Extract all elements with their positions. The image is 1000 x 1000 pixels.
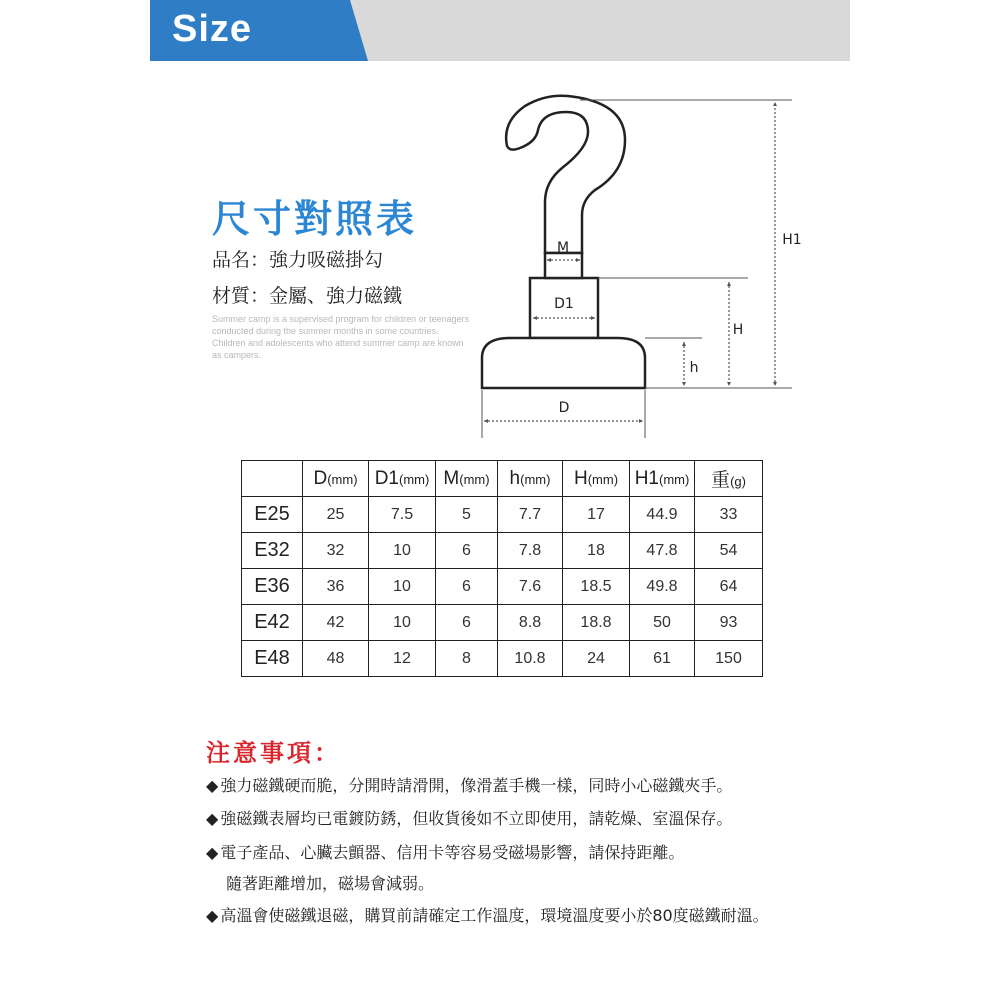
table-cell: 61 <box>630 641 695 677</box>
diamond-bullet-icon: ◆ <box>206 843 219 862</box>
diamond-bullet-icon: ◆ <box>206 906 219 925</box>
table-cell: 7.8 <box>498 533 563 569</box>
header-cell-m: M(mm) <box>436 461 498 497</box>
table-row <box>242 533 763 569</box>
table-cell: 64 <box>695 569 763 605</box>
table-row <box>242 605 763 641</box>
product-material: 材質：金屬、強力磁鐵 <box>212 285 403 307</box>
notice-title: 注意事項： <box>206 739 341 767</box>
table-cell: 10 <box>369 605 436 641</box>
header-cell-d: D(mm) <box>303 461 369 497</box>
header-cell <box>242 461 303 497</box>
table-row <box>242 497 763 533</box>
model-cell: E25 <box>242 497 303 533</box>
H-arrow <box>727 282 731 286</box>
table-cell: 7.7 <box>498 497 563 533</box>
filler-paragraph: Summer camp is a supervised program for children or teenagers conducted during the summer months in some countries. <box>212 314 470 336</box>
notice-text: 強磁鐵表層均已電鍍防銹，但收貨後如不立即使用，請乾燥、室溫保存。 <box>220 809 733 828</box>
table-cell: 10 <box>369 533 436 569</box>
header-title: Size <box>172 8 253 50</box>
H-label: H <box>732 322 744 338</box>
notice-text: 強力磁鐵硬而脆，分開時請滑開，像滑蓋手機一樣，同時小心磁鐵夾手。 <box>220 776 733 795</box>
table-cell: 44.9 <box>630 497 695 533</box>
table-cell: 36 <box>303 569 369 605</box>
h1-arrow <box>773 102 777 106</box>
table-cell: 5 <box>436 497 498 533</box>
table-cell: 48 <box>303 641 369 677</box>
table-cell: 24 <box>563 641 630 677</box>
notice-item <box>206 806 732 829</box>
header-cell-d1: D1(mm) <box>369 461 436 497</box>
table-cell: 18 <box>563 533 630 569</box>
d-arrow <box>639 419 643 423</box>
table-cell: 6 <box>436 533 498 569</box>
table-cell: 42 <box>303 605 369 641</box>
model-cell: E48 <box>242 641 303 677</box>
product-name: 品名：強力吸磁掛勾 <box>212 249 384 271</box>
table-cell: 6 <box>436 605 498 641</box>
notice-text: 電子產品、心臟去顫器、信用卡等容易受磁場影響，請保持距離。 <box>220 843 685 862</box>
notice-item <box>206 903 769 926</box>
table-cell: 18.5 <box>563 569 630 605</box>
notice-item <box>206 840 684 863</box>
notice-item <box>206 773 732 796</box>
notice-item-continuation <box>226 871 434 894</box>
header-cell-h: h(mm) <box>498 461 563 497</box>
h1-arrow <box>773 382 777 386</box>
table-cell: 7.6 <box>498 569 563 605</box>
table-cell: 93 <box>695 605 763 641</box>
model-cell: E42 <box>242 605 303 641</box>
filler-text <box>212 313 472 361</box>
h-arrow <box>682 382 686 386</box>
table-header-row <box>242 461 763 497</box>
table-cell: 7.5 <box>369 497 436 533</box>
h1-label: H1 <box>782 232 802 248</box>
model-cell: E36 <box>242 569 303 605</box>
notice-text: 隨著距離增加，磁場會減弱。 <box>226 874 435 893</box>
table-cell: 10 <box>369 569 436 605</box>
table-cell: 33 <box>695 497 763 533</box>
filler-paragraph: Children and adolescents who attend summer camp are known as campers. <box>212 338 464 360</box>
h-label: h <box>689 360 699 376</box>
notice-text: 高溫會使磁鐵退磁，購買前請確定工作溫度，環境溫度要小於80度磁鐵耐溫。 <box>220 906 769 925</box>
table-cell: 18.8 <box>563 605 630 641</box>
table-cell: 25 <box>303 497 369 533</box>
header-cell-h1: H1(mm) <box>630 461 695 497</box>
table-cell: 12 <box>369 641 436 677</box>
diamond-bullet-icon: ◆ <box>206 776 219 795</box>
table-cell: 49.8 <box>630 569 695 605</box>
d1-label: D1 <box>554 296 574 312</box>
table-cell: 17 <box>563 497 630 533</box>
diamond-bullet-icon: ◆ <box>206 809 219 828</box>
d-label: D <box>558 400 570 416</box>
model-cell: E32 <box>242 533 303 569</box>
m-label: M <box>556 240 570 256</box>
table-row <box>242 641 763 677</box>
h-arrow <box>682 342 686 346</box>
table-cell: 8.8 <box>498 605 563 641</box>
hook-diagram <box>440 90 820 450</box>
header-cell-weight: 重(g) <box>695 461 763 497</box>
H-arrow <box>727 382 731 386</box>
table-cell: 32 <box>303 533 369 569</box>
page-title: 尺寸對照表 <box>212 197 418 241</box>
table-cell: 10.8 <box>498 641 563 677</box>
table-cell: 150 <box>695 641 763 677</box>
table-cell: 8 <box>436 641 498 677</box>
hook-neck <box>545 253 582 278</box>
magnet-base <box>482 338 645 388</box>
table-cell: 47.8 <box>630 533 695 569</box>
table-row <box>242 569 763 605</box>
table-cell: 50 <box>630 605 695 641</box>
table-cell: 54 <box>695 533 763 569</box>
hook-outline <box>506 96 625 253</box>
table-cell: 6 <box>436 569 498 605</box>
header-cell-H: H(mm) <box>563 461 630 497</box>
d-arrow <box>484 419 488 423</box>
hook-diagram-svg <box>440 90 820 450</box>
spec-table <box>241 460 763 677</box>
